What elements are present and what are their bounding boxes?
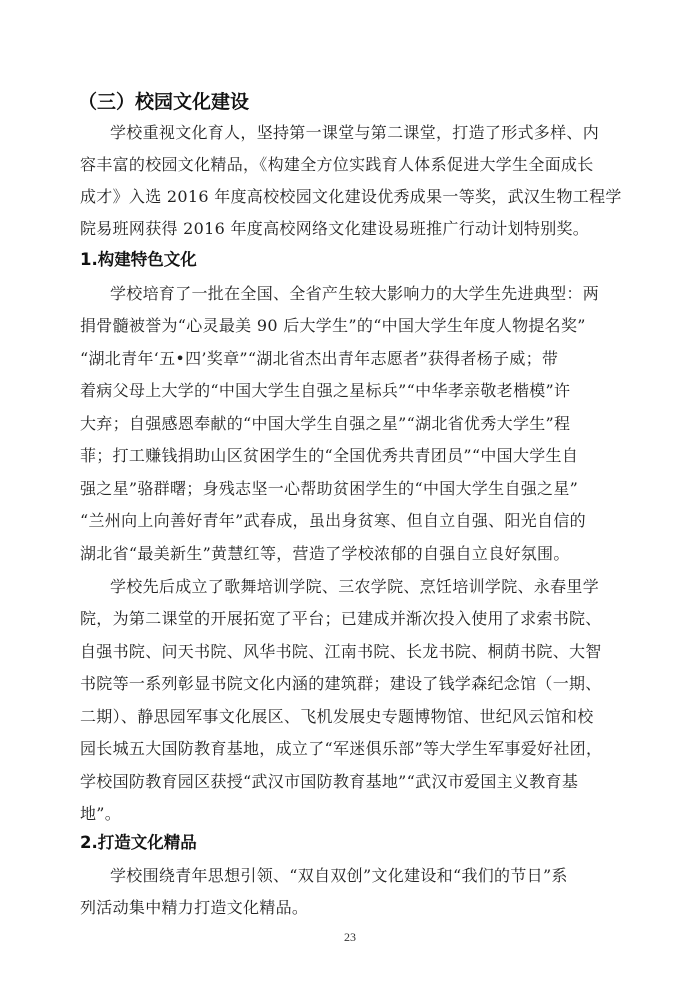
section-title: （三）校园文化建设: [78, 91, 250, 113]
text-line: 二期）、静思园军事文化展区、飞机发展史专题博物馆、世纪风云馆和校: [80, 707, 594, 726]
text-line: 书院等一系列彰显书院文化内涵的建筑群；建设了钱学森纪念馆（一期、: [80, 674, 602, 693]
text-line: 学校先后成立了歌舞培训学院、三农学院、烹饪培训学院、永春里学: [110, 577, 600, 596]
subsection-1-title: 1.构建特色文化: [80, 250, 197, 269]
text-line: 学校重视文化育人，坚持第一课堂与第二课堂，打造了形式多样、内: [110, 123, 600, 142]
text-line: 学校培育了一批在全国、全省产生较大影响力的大学生先进典型：两: [110, 284, 600, 303]
text-line: 成才》入选 2016 年度高校校园文化建设优秀成果一等奖，武汉生物工程学: [80, 187, 622, 206]
text-line: 学校国防教育园区获授“武汉市国防教育基地”“武汉市爱国主义教育基: [80, 772, 579, 791]
text-line: 院易班网获得 2016 年度高校网络文化建设易班推广行动计划特别奖。: [80, 219, 590, 238]
text-line: 地”。: [80, 804, 122, 823]
text-line: 院，为第二课堂的开展拓宽了平台；已建成并渐次投入使用了求索书院、: [80, 609, 602, 628]
text-line: 捐骨髓被誉为“心灵最美 90 后大学生”的“中国大学生年度人物提名奖”: [80, 316, 586, 335]
text-line: 园长城五大国防教育基地，成立了“军迷俱乐部”等大学生军事爱好社团，: [80, 739, 603, 758]
text-line: 湖北省“最美新生”黄慧红等，营造了学校浓郁的自强自立良好氛围。: [80, 544, 570, 563]
text-line: 容丰富的校园文化精品，《构建全方位实践育人体系促进大学生全面成长: [80, 155, 594, 174]
text-line: “兰州向上向善好青年”武春成，虽出身贫寒、但自立自强、阳光自信的: [80, 511, 586, 530]
page-number: 23: [344, 930, 356, 944]
subsection-2-title: 2.打造文化精品: [80, 833, 197, 852]
text-line: 菲；打工赚钱捐助山区贫困学生的“全国优秀共青团员”“中国大学生自: [80, 446, 579, 465]
text-line: “湖北青年‘五•四’奖章”“湖北省杰出青年志愿者”获得者杨子威；带: [80, 349, 559, 368]
text-line: 学校围绕青年思想引领、“双自双创”文化建设和“我们的节日”系: [110, 866, 568, 885]
text-line: 自强书院、问天书院、风华书院、江南书院、长龙书院、桐荫书院、大智: [80, 642, 602, 661]
text-line: 强之星”骆群曙；身残志坚一心帮助贫困学生的“中国大学生自强之星”: [80, 479, 579, 498]
text-line: 着病父母上大学的“中国大学生自强之星标兵”“中华孝亲敬老楷模”许: [80, 381, 571, 400]
text-line: 列活动集中精力打造文化精品。: [80, 898, 309, 917]
text-line: 大弃；自强感恩奉献的“中国大学生自强之星”“湖北省优秀大学生”程: [80, 414, 571, 433]
